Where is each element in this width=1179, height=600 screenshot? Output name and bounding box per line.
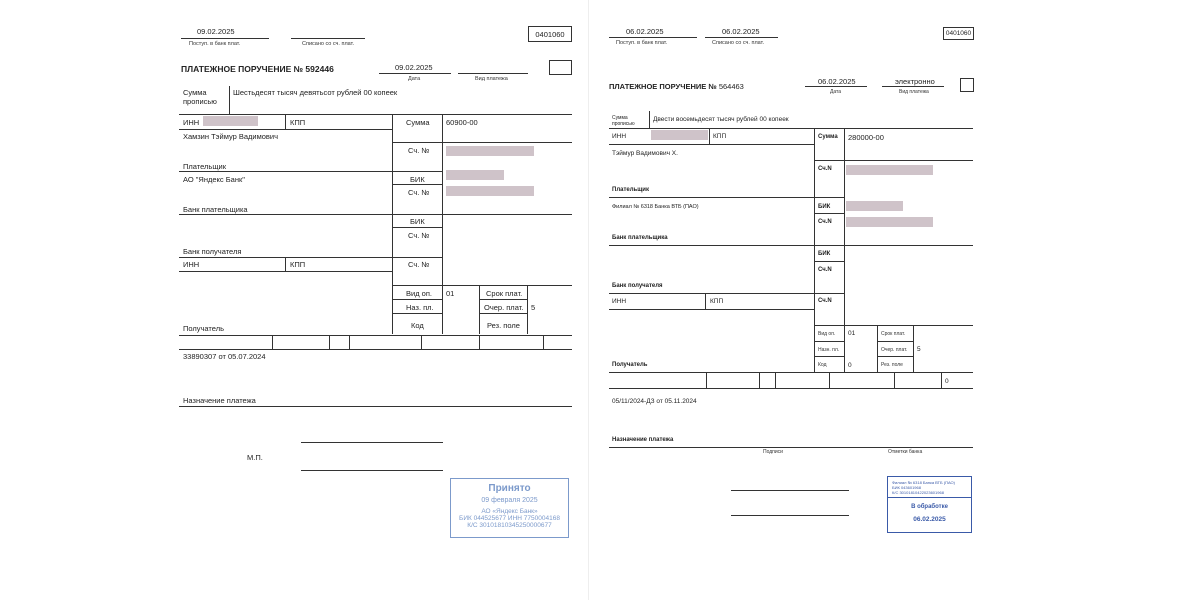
stamp-ks: К/С 30101810345250000677 [467, 522, 552, 529]
form-code: 0401060 [528, 26, 572, 42]
debited-caption: Списано со сч. плат. [302, 41, 355, 47]
op-type: 01 [848, 330, 856, 337]
stamp-status: В обработке [911, 504, 948, 510]
recipient-bank-account-label: Сч. № [408, 231, 430, 240]
document-number: 564463 [718, 82, 744, 91]
code-label: Код [411, 321, 424, 330]
payer-account-label: Сч.N [818, 166, 832, 172]
op-type-label: Вид оп. [406, 289, 432, 298]
stamp-line-2: БИК 043601968 [892, 485, 921, 490]
recipient-bank-label: Банк получателя [183, 247, 242, 256]
amount: 280000-00 [848, 133, 884, 142]
code-label: Код [818, 362, 827, 368]
recipient-kpp-label: КПП [290, 260, 306, 269]
op-type: 01 [446, 289, 455, 298]
payer-bank-account-label: Сч.N [818, 219, 832, 225]
mp-label: М.П. [247, 453, 263, 462]
debited-caption: Списано со сч. плат. [712, 40, 765, 46]
payer-kpp-label: КПП [713, 133, 727, 140]
recipient-account-label: Сч. № [408, 260, 430, 269]
payment-order-2 [590, 0, 1013, 600]
last-cell: 0 [945, 378, 949, 385]
sum-label: Сумма [406, 118, 430, 127]
recipient-bik-label: БИК [818, 251, 831, 257]
op-type-label: Вид оп. [818, 331, 836, 337]
recipient-kpp-label: КПП [710, 298, 724, 305]
form-code: 0401060 [943, 27, 974, 40]
stamp-status: Принято [488, 483, 531, 494]
payment-order-1 [163, 0, 587, 600]
payer-inn-label: ИНН [183, 118, 200, 127]
stamp-date: 06.02.2025 [913, 516, 946, 523]
debited-date: 06.02.2025 [722, 27, 760, 36]
recipient-inn-label: ИНН [183, 260, 200, 269]
redacted [651, 130, 708, 140]
empty-box [960, 78, 974, 92]
recipient-label: Получатель [183, 324, 224, 333]
payment-reference: 05/11/2024-ДЗ от 05.11.2024 [612, 398, 697, 405]
payer-kpp-label: КПП [290, 118, 306, 127]
payment-type: электронно [895, 77, 935, 86]
redacted [846, 217, 933, 227]
recipient-label: Получатель [612, 362, 648, 368]
payer-bank-label: Банк плательщика [612, 235, 668, 241]
recipient-bank-account-label: Сч.N [818, 267, 832, 273]
words-label-2: прописью [183, 97, 217, 106]
stamp-bik-inn: БИК 044525677 ИНН 7750004168 [459, 515, 560, 522]
received-caption: Поступ. в банк плат. [616, 40, 668, 46]
signatures-label: Подписи [763, 449, 783, 455]
recipient-bik-label: БИК [410, 217, 425, 226]
date-caption: Дата [408, 76, 421, 82]
words-label-1: Сумма [612, 115, 628, 121]
payer-label: Плательщик [612, 187, 649, 193]
document-date: 06.02.2025 [818, 77, 856, 86]
sum-label: Сумма [818, 134, 838, 140]
empty-box [549, 60, 572, 75]
reserve-label: Рез. поле [487, 321, 520, 330]
priority: 5 [917, 346, 921, 353]
payer-name: Тэймур Вадимович Х. [612, 150, 678, 157]
payer-inn-label: ИНН [612, 133, 627, 140]
purpose-code-label: Наз. пл. [406, 303, 434, 312]
page-separator [588, 0, 589, 600]
recipient-account-label: Сч.N [818, 298, 832, 304]
payer-label: Плательщик [183, 162, 226, 171]
payer-bik-label: БИК [410, 175, 425, 184]
redacted [446, 186, 534, 196]
received-caption: Поступ. в банк плат. [189, 41, 241, 47]
words-label-1: Сумма [183, 88, 207, 97]
payer-account-label: Сч. № [408, 146, 430, 155]
reserve-label: Рез. поле [881, 362, 903, 368]
payer-bank-account-label: Сч. № [408, 188, 430, 197]
redacted [846, 201, 903, 211]
purpose-label: Назначение платежа [183, 396, 256, 405]
payer-bank-name: АО "Яндекс Банк" [183, 175, 245, 184]
bank-stamp [887, 476, 972, 533]
payer-name: Хамзин Тэймур Вадимович [183, 132, 279, 141]
stamp-line-3: К/С 30101810422023601968 [892, 490, 944, 495]
priority-label: Очер. плат. [484, 303, 524, 312]
amount: 60900-00 [446, 118, 478, 127]
purpose-code-label: Назн. пл. [818, 347, 840, 353]
payment-reference: 33890307 от 05.07.2024 [183, 352, 266, 361]
received-date: 09.02.2025 [197, 27, 235, 36]
redacted [446, 170, 504, 180]
recipient-bank-label: Банк получателя [612, 283, 663, 289]
recipient-inn-label: ИНН [612, 298, 627, 305]
received-date: 06.02.2025 [626, 27, 664, 36]
payer-bik-label: БИК [818, 204, 831, 210]
priority: 5 [531, 303, 536, 312]
priority-label: Очер. плат. [881, 347, 908, 353]
code: 0 [848, 362, 852, 369]
bank-marks-label: Отметки банка [888, 449, 923, 455]
date-caption: Дата [830, 89, 842, 95]
term-label: Срок плат. [881, 331, 906, 337]
term-label: Срок плат. [486, 289, 523, 298]
payer-bank-name: Филиал № 6318 Банка ВТБ (ПАО) [612, 204, 699, 210]
amount-words: Двести восемьдесят тысяч рублей 00 копеек [653, 116, 789, 123]
document-date: 09.02.2025 [395, 63, 433, 72]
redacted [446, 146, 534, 156]
redacted [846, 165, 933, 175]
redacted [203, 116, 258, 126]
document-title: ПЛАТЕЖНОЕ ПОРУЧЕНИЕ № 564463 [609, 82, 744, 91]
payer-bank-label: Банк плательщика [183, 205, 248, 214]
purpose-label: Назначение платежа [612, 437, 674, 443]
type-caption: Вид платежа [899, 89, 929, 95]
document-title: ПЛАТЕЖНОЕ ПОРУЧЕНИЕ № 592446 [181, 64, 334, 74]
stamp-bank: АО «Яндекс Банк» [481, 508, 538, 515]
type-caption: Вид платежа [475, 76, 508, 82]
bank-stamp [450, 478, 569, 538]
stamp-date: 09 февраля 2025 [481, 497, 538, 504]
stamp-line-1: Филиал № 6318 Банка ВТБ (ПАО) [892, 480, 955, 485]
amount-words: Шестьдесят тысяч девятьсот рублей 00 копеек [233, 88, 398, 97]
words-label-2: прописью [612, 121, 635, 127]
